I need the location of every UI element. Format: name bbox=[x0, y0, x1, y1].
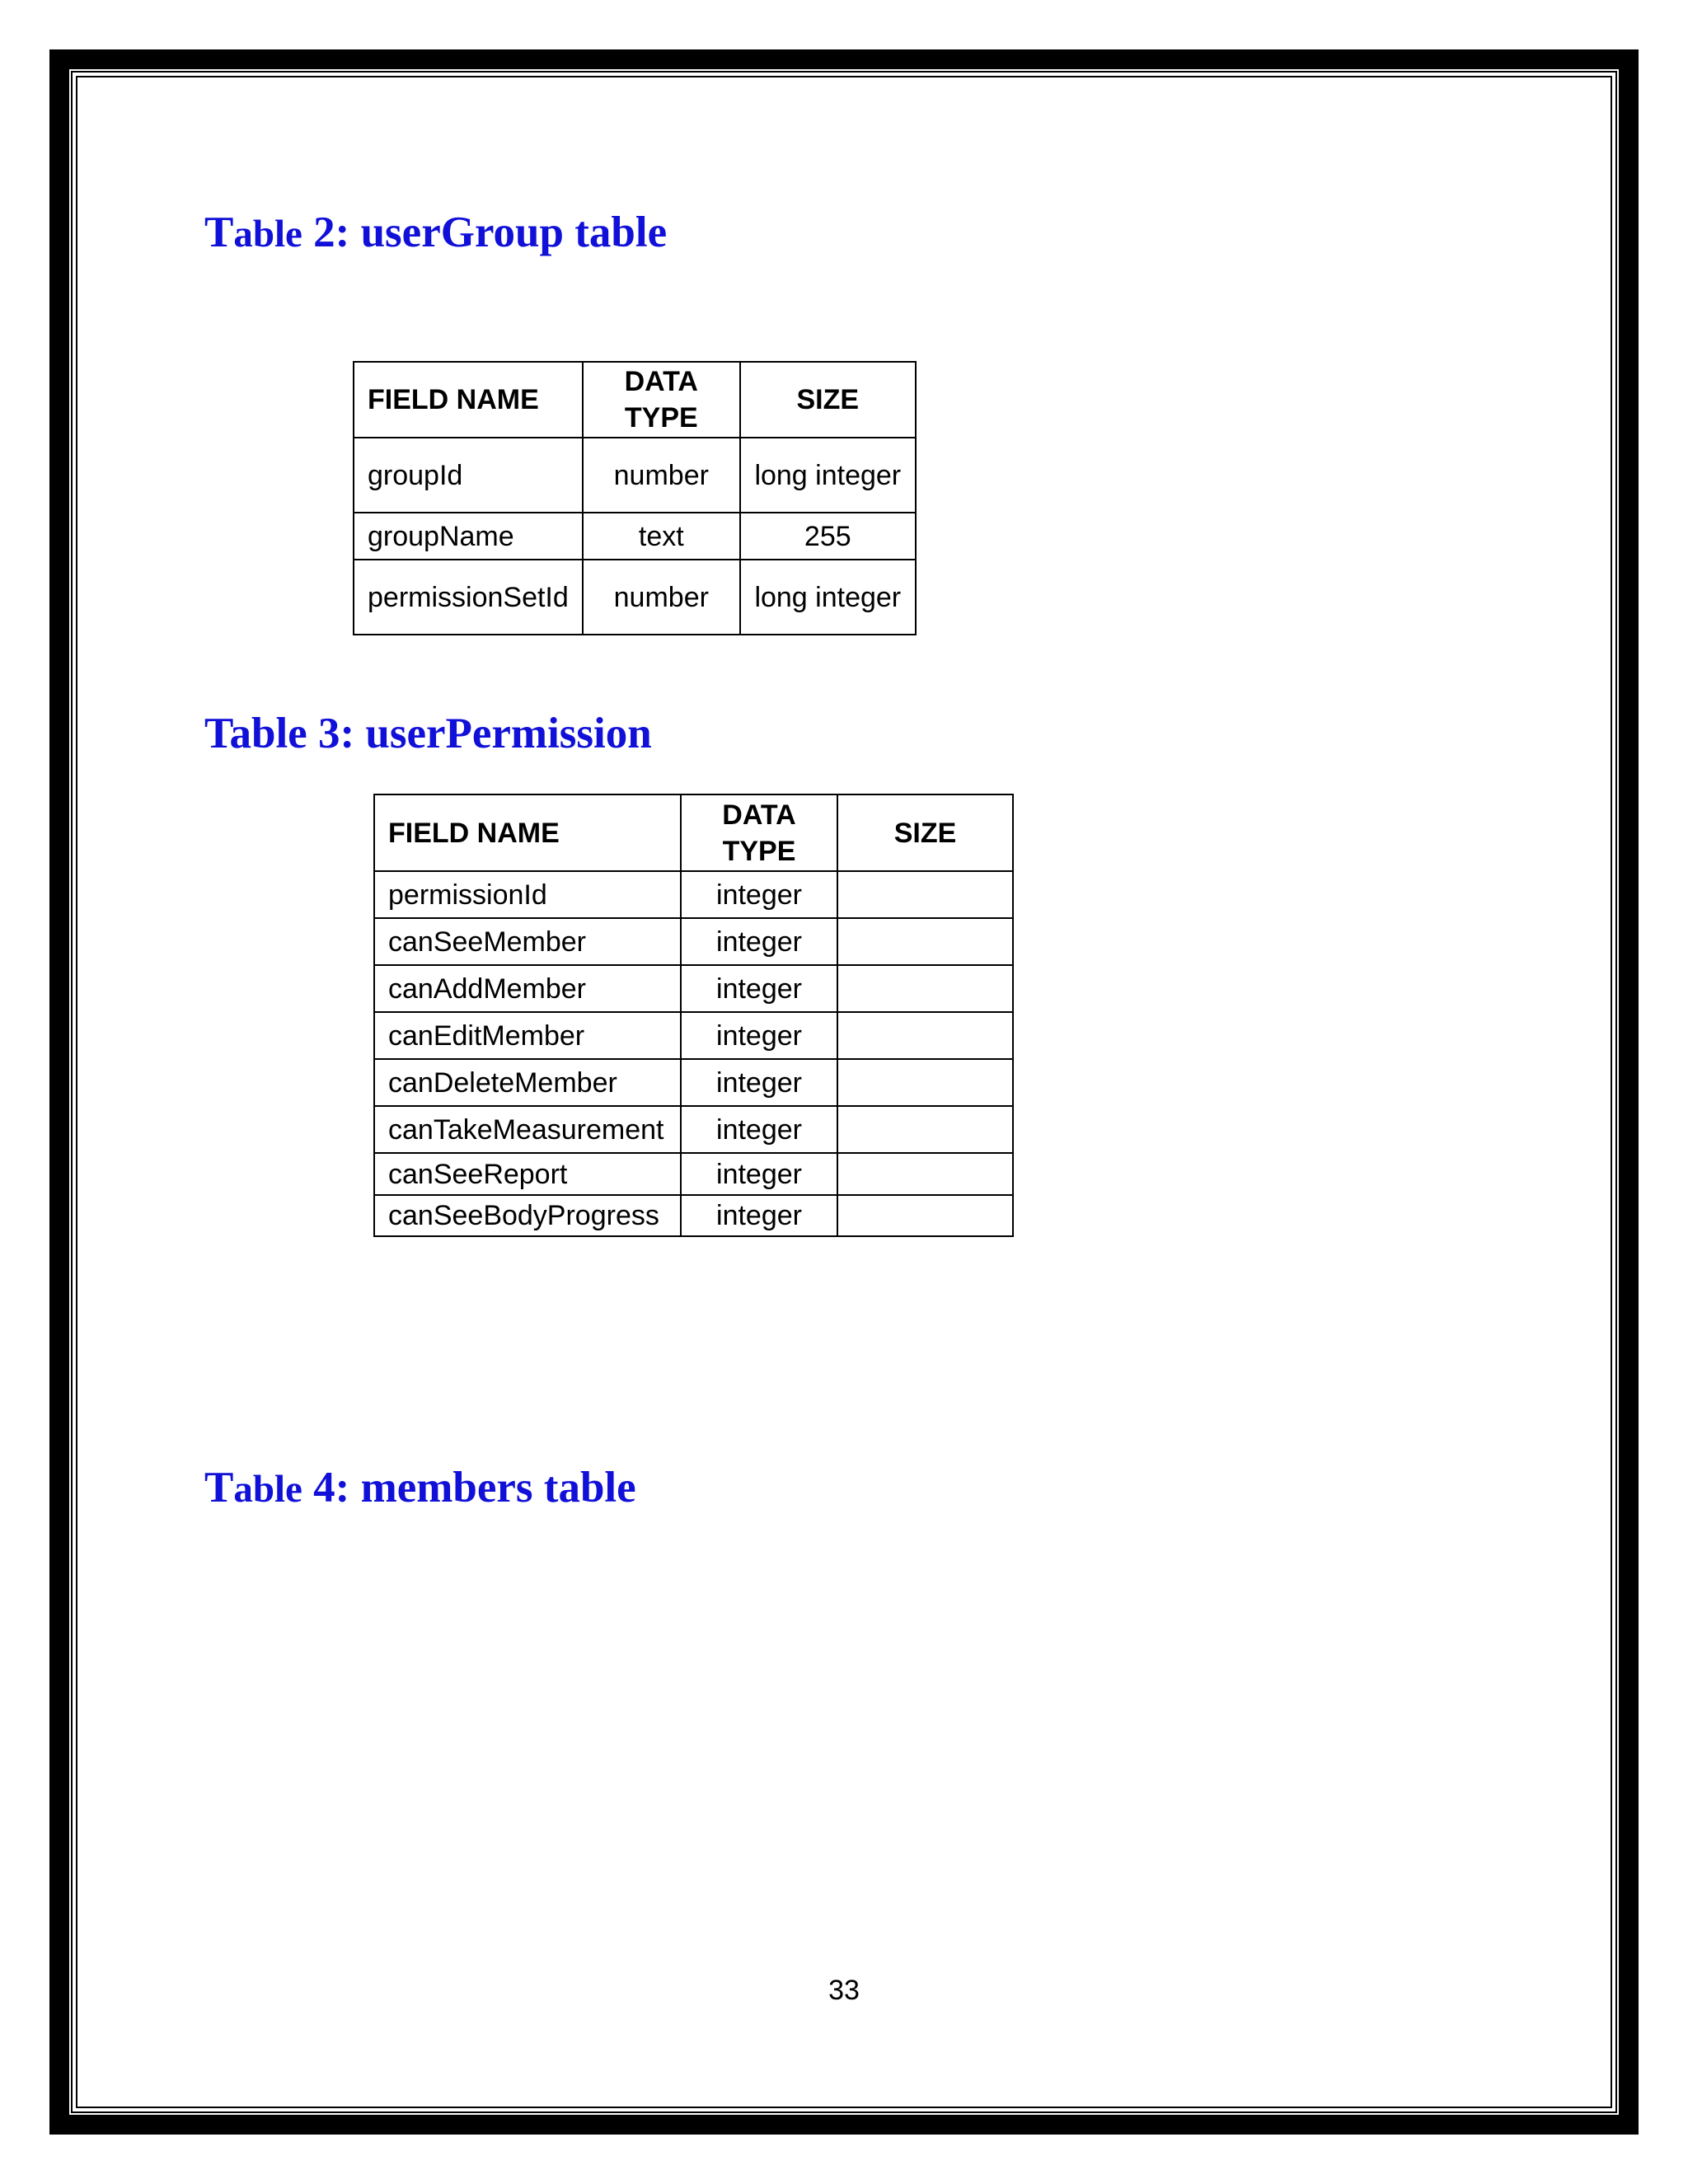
cell-field-name: canAddMember bbox=[374, 965, 681, 1012]
cell-field-name: canSeeBodyProgress bbox=[374, 1195, 681, 1236]
cell-field-name: canDeleteMember bbox=[374, 1059, 681, 1106]
cell-size bbox=[837, 871, 1013, 918]
cell-field-name: canSeeMember bbox=[374, 918, 681, 965]
cell-field-name: canEditMember bbox=[374, 1012, 681, 1059]
cell-data-type: integer bbox=[681, 1106, 837, 1153]
cell-data-type: integer bbox=[681, 918, 837, 965]
table-header-row bbox=[354, 362, 916, 438]
table-row bbox=[374, 965, 1013, 1012]
cell-size bbox=[837, 965, 1013, 1012]
cell-size bbox=[837, 1153, 1013, 1195]
cell-data-type: integer bbox=[681, 871, 837, 918]
cell-size: long integer bbox=[740, 560, 916, 635]
table-row bbox=[374, 1195, 1013, 1236]
table-row bbox=[374, 1012, 1013, 1059]
header-data-type: DATA TYPE bbox=[681, 794, 837, 871]
cell-field-name: permissionSetId bbox=[354, 560, 583, 635]
cell-data-type: number bbox=[583, 438, 740, 513]
table-row bbox=[374, 1106, 1013, 1153]
table-header-row bbox=[374, 794, 1013, 871]
cell-field-name: canTakeMeasurement bbox=[374, 1106, 681, 1153]
header-field-name: FIELD NAME bbox=[374, 794, 681, 871]
table3-title: Table 3: userPermission bbox=[204, 710, 652, 757]
table-row bbox=[354, 560, 916, 635]
table-row bbox=[354, 513, 916, 560]
cell-size: 255 bbox=[740, 513, 916, 560]
table-row bbox=[374, 1059, 1013, 1106]
cell-data-type: integer bbox=[681, 1153, 837, 1195]
cell-size bbox=[837, 1059, 1013, 1106]
cell-data-type: number bbox=[583, 560, 740, 635]
page-number: 33 bbox=[828, 1975, 860, 2006]
table-row bbox=[354, 438, 916, 513]
header-size: SIZE bbox=[740, 362, 916, 438]
header-field-name: FIELD NAME bbox=[354, 362, 583, 438]
cell-data-type: integer bbox=[681, 965, 837, 1012]
cell-field-name: canSeeReport bbox=[374, 1153, 681, 1195]
cell-data-type: integer bbox=[681, 1195, 837, 1236]
cell-field-name: groupName bbox=[354, 513, 583, 560]
cell-size: long integer bbox=[740, 438, 916, 513]
table4-title: Table 4: members table bbox=[204, 1464, 636, 1511]
cell-data-type: text bbox=[583, 513, 740, 560]
cell-field-name: groupId bbox=[354, 438, 583, 513]
table2-title: Table 2: userGroup table bbox=[204, 209, 668, 256]
header-size: SIZE bbox=[837, 794, 1013, 871]
header-data-type: DATA TYPE bbox=[583, 362, 740, 438]
table-row bbox=[374, 918, 1013, 965]
cell-size bbox=[837, 918, 1013, 965]
usergroup-table bbox=[353, 361, 917, 635]
cell-data-type: integer bbox=[681, 1059, 837, 1106]
cell-field-name: permissionId bbox=[374, 871, 681, 918]
cell-size bbox=[837, 1106, 1013, 1153]
cell-data-type: integer bbox=[681, 1012, 837, 1059]
userpermission-table bbox=[373, 794, 1014, 1237]
cell-size bbox=[837, 1012, 1013, 1059]
table-row bbox=[374, 1153, 1013, 1195]
cell-size bbox=[837, 1195, 1013, 1236]
table-row bbox=[374, 871, 1013, 918]
